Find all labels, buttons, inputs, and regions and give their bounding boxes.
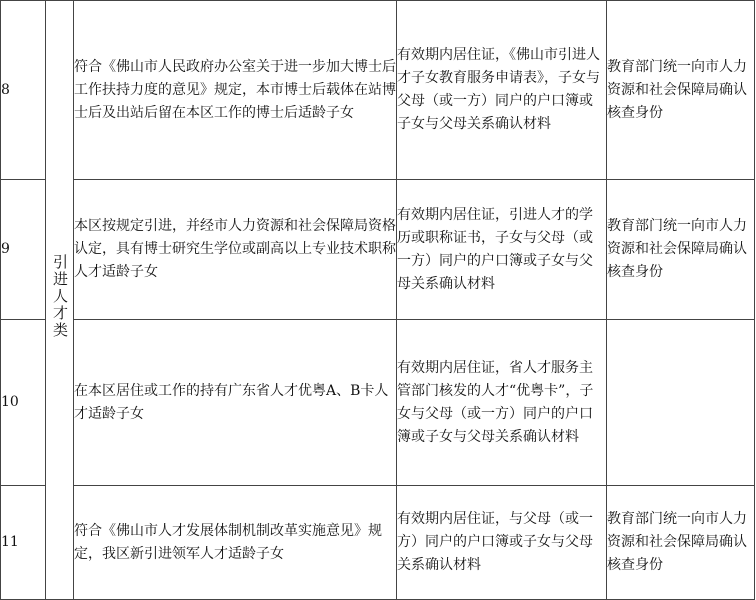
- materials-cell: [397, 180, 607, 320]
- table-row: [1, 486, 755, 600]
- department-cell: [607, 180, 755, 320]
- condition-text: 在本区居住或工作的持有广东省人才优粤A、B卡人才适龄子女: [74, 382, 389, 422]
- materials-text: 有效期内居住证，引进人才的学历或职称证书，子女与父母（或一方）同户的户口簿或子女与父母关系确认材料: [397, 206, 593, 292]
- department-cell: [607, 486, 755, 600]
- materials-text: 有效期内居住证，省人才服务主管部门核发的人才“优粤卡”，子女与父母（或一方）同户的户口簿或子女与父母关系确认材料: [397, 359, 594, 445]
- materials-text: 有效期内居住证，与父母（或一方）同户的户口簿或子女与父母关系确认材料: [397, 511, 593, 573]
- table-row: [1, 320, 755, 486]
- department-cell: [607, 320, 755, 486]
- materials-cell: [397, 486, 607, 600]
- condition-text: 本区按规定引进，并经市人力资源和社会保障局资格认定，具有博士研究生学位或副高以上专业技术职称人才适龄子女: [74, 218, 396, 280]
- materials-cell: [397, 320, 607, 486]
- materials-cell: [397, 1, 607, 180]
- row-number: 9: [1, 180, 46, 320]
- row-number: 10: [1, 320, 46, 486]
- condition-cell: [74, 320, 397, 486]
- row-number: 11: [1, 486, 46, 600]
- table-row: [1, 180, 755, 320]
- department-text: 教育部门统一向市人力资源和社会保障局确认核查身份: [607, 511, 747, 573]
- condition-text: 符合《佛山市人才发展体制机制改革实施意见》规定，我区新引进领军人才适龄子女: [74, 522, 382, 562]
- department-cell: [607, 1, 755, 180]
- condition-cell: [74, 486, 397, 600]
- category-label: 引进人才类: [51, 253, 69, 339]
- department-text: 教育部门统一向市人力资源和社会保障局确认核查身份: [607, 218, 747, 280]
- table-row: [1, 1, 755, 180]
- department-text: 教育部门统一向市人力资源和社会保障局确认核查身份: [607, 58, 747, 121]
- condition-cell: [74, 1, 397, 180]
- category-cell: [46, 1, 74, 600]
- condition-text: 符合《佛山市人民政府办公室关于进一步加大博士后工作扶持力度的意见》规定，本市博士后载体在站博士后及出站后留在本区工作的博士后适龄子女: [74, 58, 396, 121]
- materials-text: 有效期内居住证，《佛山市引进人才子女教育服务申请表》，子女与父母（或一方）同户的户口簿或子女与父母关系确认材料: [397, 47, 600, 132]
- condition-cell: [74, 180, 397, 320]
- row-number: 8: [1, 1, 46, 180]
